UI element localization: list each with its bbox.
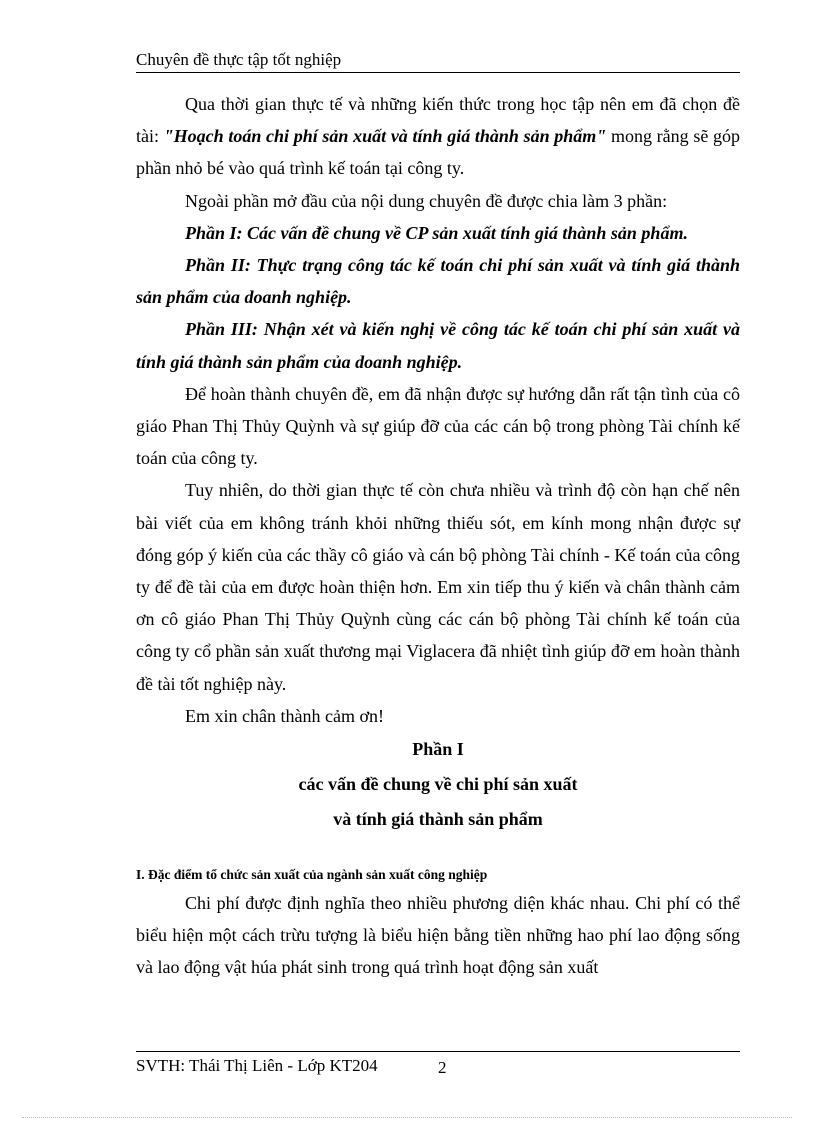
page-footer: [136, 1051, 740, 1078]
intro-lead: Qua thời gian thực tế và những kiến thức trong học tập nên em đã chọn đề tài:: [136, 94, 740, 147]
thanks-paragraph: Để hoàn thành chuyên đề, em đã nhận được sự hướng dẫn rất tận tình của cô giáo Phan Thị Thủy Quỳnh và sự giúp đỡ của các cán bộ trong phòng Tài chính kế toán của công ty.: [136, 383, 740, 469]
intro-tail: mong rằng sẽ góp phần nhỏ bé vào quá trình kế toán tại công ty.: [136, 126, 740, 179]
page-header: [136, 48, 740, 73]
part-3-line: Phần III: Nhận xét và kiến nghị về công tác kế toán chi phí sản xuất và tính giá thành sản phẩm của doanh nghiệp.: [136, 319, 740, 372]
chapter-heading: Phần I: [412, 739, 464, 760]
intro-paragraph: [136, 88, 740, 185]
chapter-title-line-1: các vấn đề chung về chi phí sản xuất: [298, 774, 578, 795]
footer-author: SVTH: Thái Thị Liên - Lớp KT204: [136, 1056, 378, 1075]
outline-paragraph: Ngoài phần mở đầu của nội dung chuyên đề được chia làm 3 phần:: [185, 190, 668, 211]
document-body: [136, 88, 740, 984]
section-heading: I. Đặc điểm tổ chức sản xuất của ngành sản xuất công nghiệp: [136, 867, 488, 883]
page-number: 2: [438, 1058, 447, 1077]
header-title: Chuyên đề thực tập tốt nghiệp: [136, 50, 342, 69]
part-2-line: Phần II: Thực trạng công tác kế toán chi phí sản xuất và tính giá thành sản phẩm của doanh nghiệp.: [136, 255, 740, 308]
closing-line: Em xin chân thành cảm ơn!: [185, 705, 384, 726]
apology-paragraph: Tuy nhiên, do thời gian thực tế còn chưa nhiều và trình độ còn hạn chế nên bài viết của em không tránh khỏi những thiếu sót, em kính mong nhận được sự đóng góp ý kiến của các thầy cô giáo và cán bộ phòng Tài chính - Kế toán của công ty để đề tài của em được hoàn thiện hơn. Em xin tiếp thu ý kiến và chân thành cảm ơn cô giáo Phan Thị Thủy Quỳnh cùng các cán bộ phòng Tài chính kế toán của công ty cổ phần sản xuất thương mại Viglacera đã nhiệt tình giúp đỡ em hoàn thành đề tài tốt nghiệp này.: [136, 480, 740, 694]
chapter-title-line-2: và tính giá thành sản phẩm: [333, 809, 543, 830]
definition-paragraph: Chi phí được định nghĩa theo nhiều phương diện khác nhau. Chi phí có thể biểu hiện một cách trừu tượng là biểu hiện bằng tiền những hao phí lao động sống và lao động vật húa phát sinh trong quá trình hoạt động sản xuất: [136, 893, 740, 978]
part-1-line: Phần I: Các vấn đề chung về CP sản xuất tính giá thành sản phẩm.: [185, 222, 688, 243]
page-bottom-border: [22, 1117, 792, 1118]
topic-title: "Hoạch toán chi phí sản xuất và tính giá thành sản phẩm": [163, 126, 607, 147]
